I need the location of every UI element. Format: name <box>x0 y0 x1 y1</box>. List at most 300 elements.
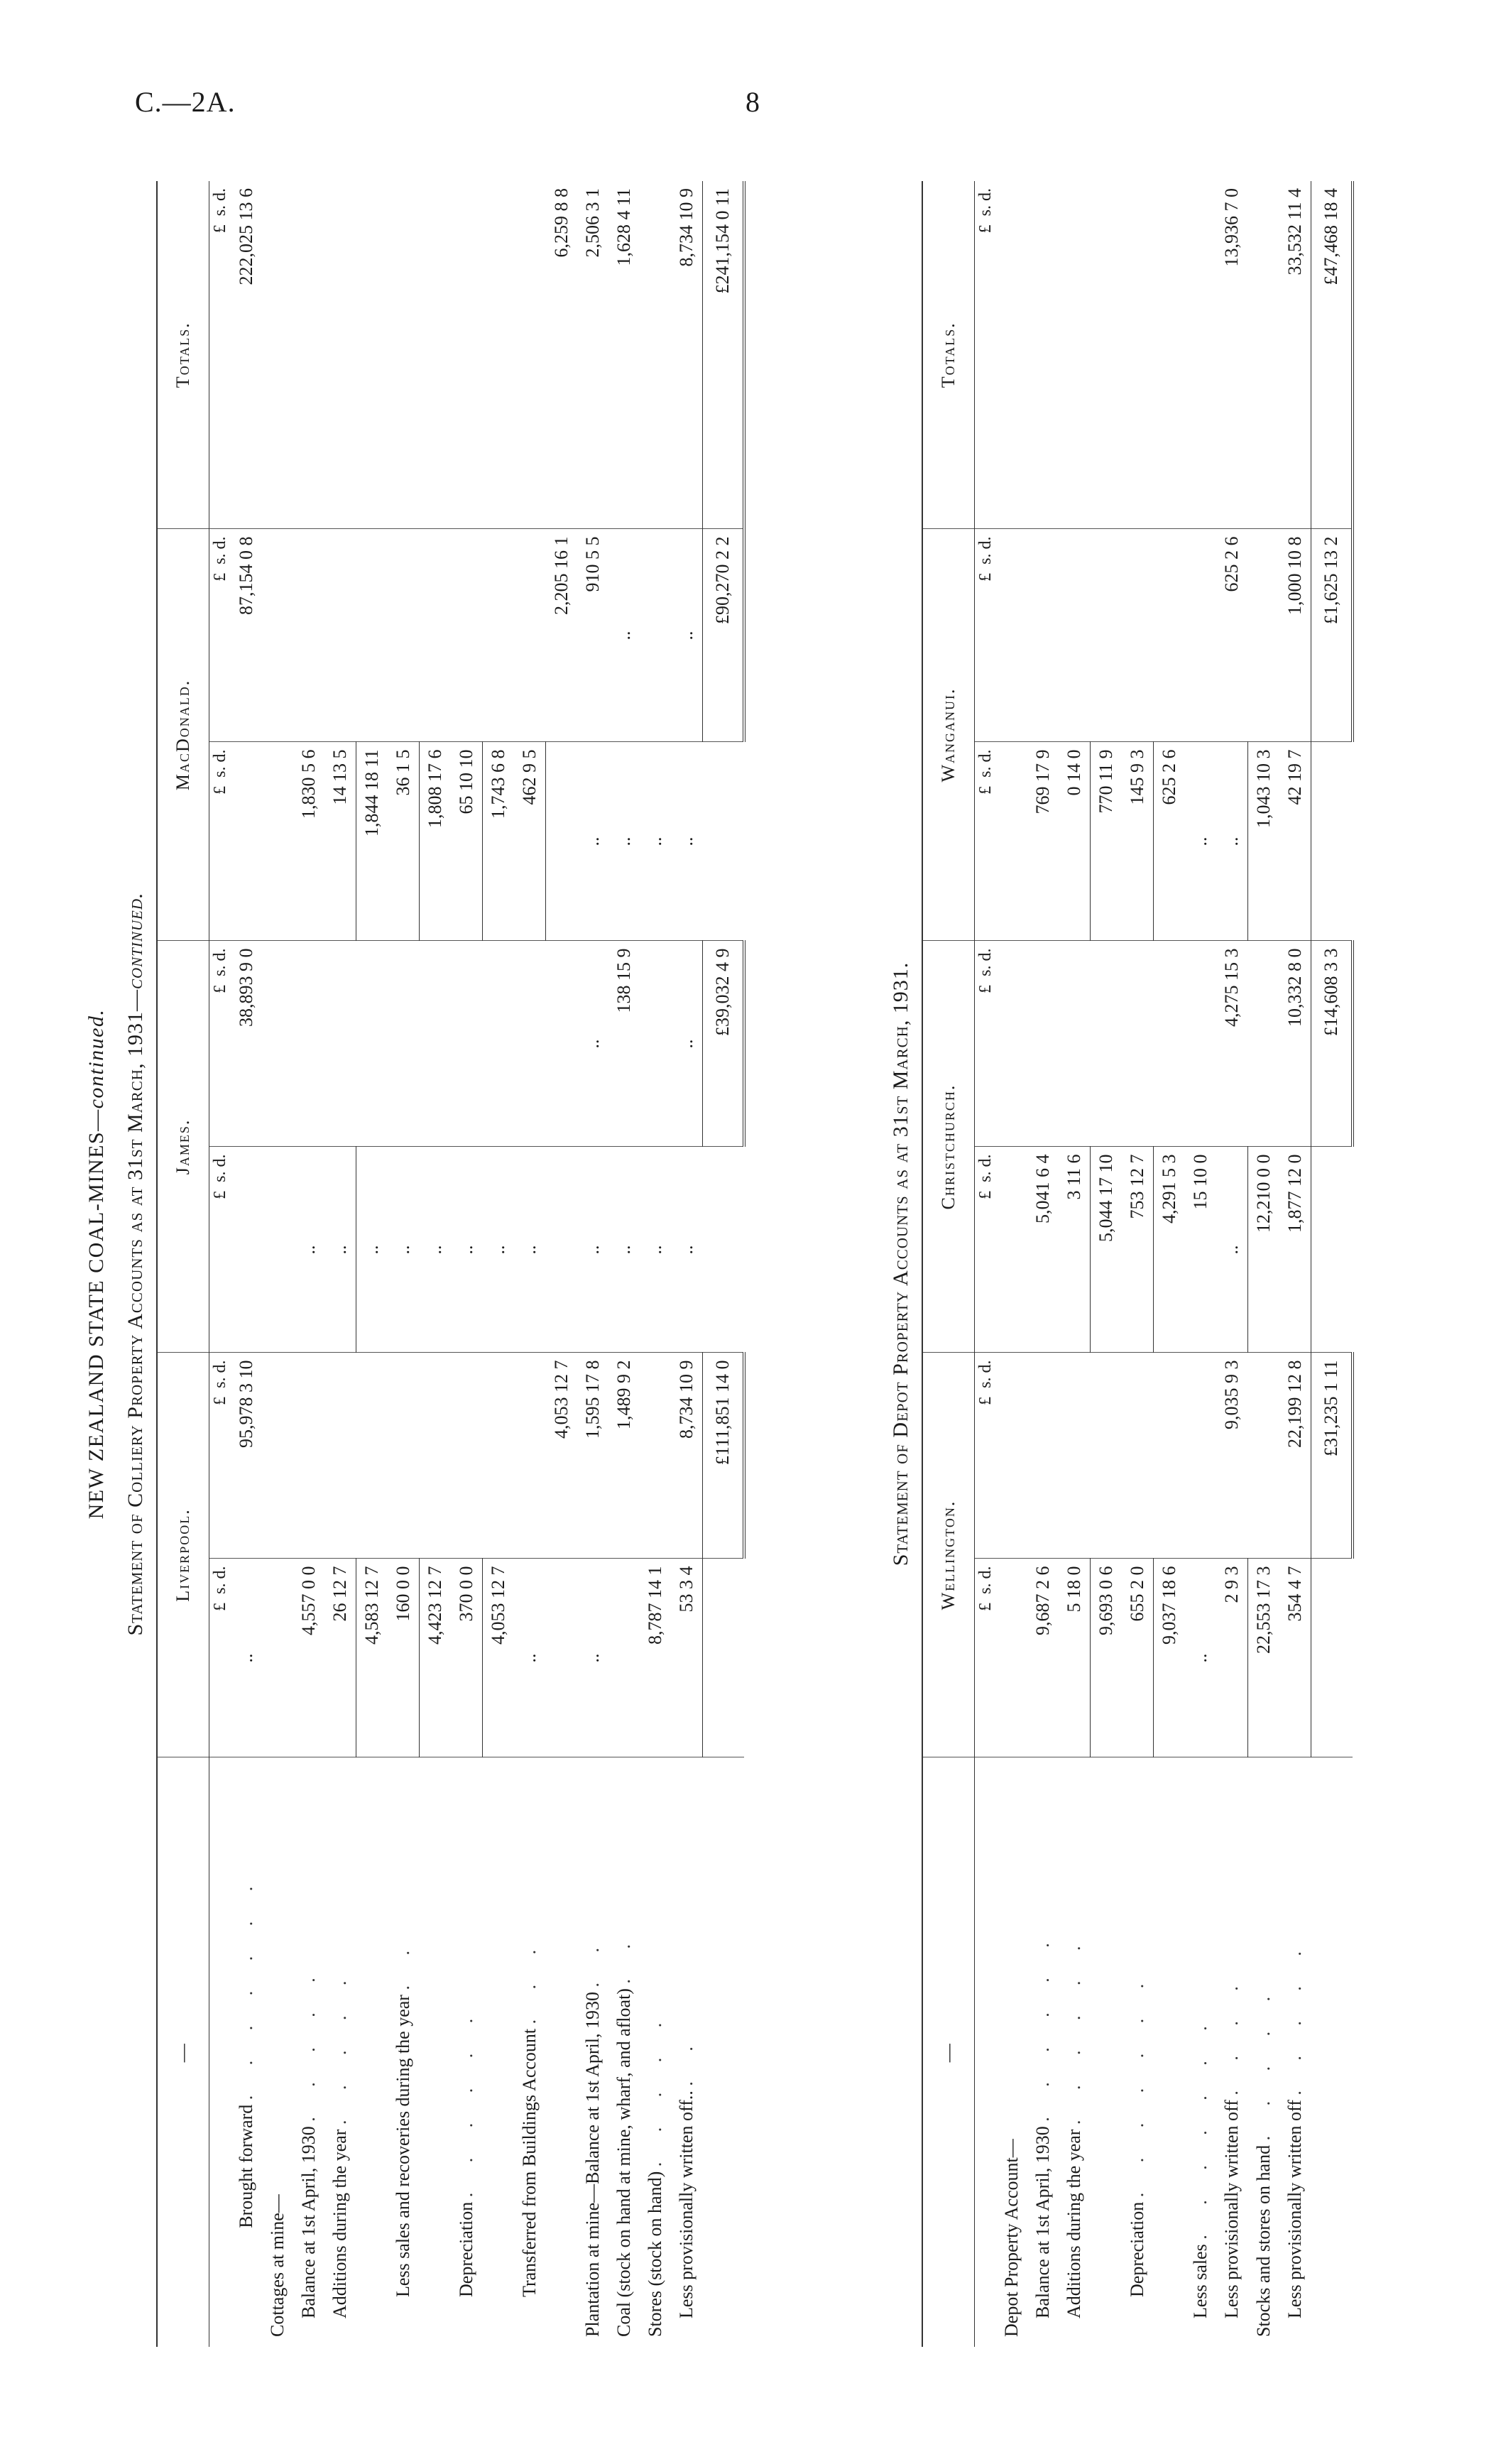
amount-cell: 9,037 18 6 <box>1154 1559 1186 1757</box>
leader-dots: . . . . . . <box>1032 1930 1053 2122</box>
amount-cell <box>483 529 515 742</box>
amount-cell: .. <box>640 742 671 941</box>
row-label-text: Transferred from Buildings Account <box>519 2028 540 2297</box>
amount-cell <box>356 1353 388 1559</box>
col-header-macdonald: MacDonald. <box>157 529 209 941</box>
row-label <box>420 1757 452 2347</box>
amount-cell <box>1185 529 1216 742</box>
table-row <box>388 181 420 2347</box>
amount-cell: 10,332 8 0 <box>1279 941 1311 1147</box>
amount-cell <box>1122 529 1154 742</box>
table-row <box>514 181 546 2347</box>
table-row <box>231 181 262 2347</box>
col-header-description: — <box>922 1757 975 2347</box>
amount-cell <box>996 181 1027 529</box>
depot-header-row <box>922 181 975 2347</box>
row-label-text: Stores (stock on hand) <box>645 2171 665 2337</box>
row-label <box>640 1757 671 2347</box>
amount-cell <box>1185 181 1216 529</box>
amount-cell <box>1027 529 1059 742</box>
amount-cell: £39,032 4 9 <box>703 941 745 1147</box>
table-row <box>324 181 356 2347</box>
units-row <box>975 181 997 2347</box>
amount-cell: .. <box>356 1147 388 1353</box>
amount-cell: 42 19 7 <box>1279 742 1311 941</box>
row-label-text: Balance at 1st April, 1930 <box>298 2126 319 2318</box>
amount-cell <box>514 529 546 742</box>
unit-label: £ s. d. <box>975 1559 997 1757</box>
amount-cell: 38,893 9 0 <box>231 941 262 1147</box>
amount-cell <box>1154 941 1186 1147</box>
amount-cell <box>1311 1559 1353 1757</box>
row-label-text: Depreciation <box>1127 2201 1148 2297</box>
amount-cell: 1,844 18 11 <box>356 742 388 941</box>
amount-cell: 160 0 0 <box>388 1559 420 1757</box>
col-header-totals: Totals. <box>922 181 975 529</box>
amount-cell <box>1059 1353 1091 1559</box>
amount-cell: 8,734 10 9 <box>671 1353 703 1559</box>
amount-cell <box>262 941 293 1147</box>
amount-cell: 15 10 0 <box>1185 1147 1216 1353</box>
amount-cell <box>1059 941 1091 1147</box>
amount-cell: 769 17 9 <box>1027 742 1059 941</box>
row-label-text: Additions during the year <box>1064 2129 1085 2318</box>
table-row <box>546 181 578 2347</box>
amount-cell <box>451 181 483 529</box>
colliery-property-section <box>78 181 856 2347</box>
row-label <box>1027 1757 1059 2347</box>
amount-cell: 354 4 7 <box>1279 1559 1311 1757</box>
amount-cell <box>420 941 452 1147</box>
row-label <box>546 1757 578 2347</box>
amount-cell <box>1154 529 1186 742</box>
amount-cell: £111,851 14 0 <box>703 1353 745 1559</box>
amount-cell <box>640 941 671 1147</box>
amount-cell: 3 11 6 <box>1059 1147 1091 1353</box>
table-row <box>1091 181 1123 2347</box>
amount-cell <box>231 742 262 941</box>
colliery-property-table <box>156 181 746 2347</box>
table-row <box>1311 181 1353 2347</box>
amount-cell <box>420 181 452 529</box>
amount-cell: 222,025 13 6 <box>231 181 262 529</box>
amount-cell: 22,553 17 3 <box>1248 1559 1280 1757</box>
amount-cell: 1,595 17 8 <box>577 1353 608 1559</box>
amount-cell <box>1091 529 1123 742</box>
amount-cell: 4,053 12 7 <box>483 1559 515 1757</box>
leader-dots: . . <box>393 1938 414 1990</box>
row-label <box>262 1757 293 2347</box>
leader-dots: . . . . . . <box>456 2005 477 2198</box>
amount-cell <box>640 181 671 529</box>
amount-cell <box>514 1353 546 1559</box>
amount-cell: .. <box>577 1147 608 1353</box>
amount-cell: .. <box>608 742 640 941</box>
table-row <box>671 181 703 2347</box>
amount-cell <box>1185 941 1216 1147</box>
amount-cell: 1,808 17 6 <box>420 742 452 941</box>
amount-cell <box>324 529 356 742</box>
amount-cell: 12,210 0 0 <box>1248 1147 1280 1353</box>
row-label-text: Depot Property Account— <box>1001 2139 1022 2337</box>
amount-cell <box>324 181 356 529</box>
amount-cell: 33,532 11 4 <box>1279 181 1311 529</box>
amount-cell <box>703 1147 745 1353</box>
amount-cell <box>1059 529 1091 742</box>
amount-cell <box>546 742 578 941</box>
table-row <box>996 181 1027 2347</box>
units-row <box>209 181 231 2347</box>
amount-cell: .. <box>388 1147 420 1353</box>
amount-cell <box>262 1559 293 1757</box>
leader-dots: . . . . . . . <box>1127 1970 1148 2198</box>
amount-cell <box>1311 1147 1353 1353</box>
row-label-text: Stocks and stores on hand <box>1252 2144 1274 2337</box>
amount-cell <box>262 1147 293 1353</box>
amount-cell: .. <box>608 1147 640 1353</box>
amount-cell <box>514 181 546 529</box>
amount-cell: 1,743 6 8 <box>483 742 515 941</box>
amount-cell: 770 11 9 <box>1091 742 1123 941</box>
table-row <box>640 181 671 2347</box>
amount-cell: 1,489 9 2 <box>608 1353 640 1559</box>
amount-cell: .. <box>577 941 608 1147</box>
amount-cell <box>608 1559 640 1757</box>
amount-cell: £47,468 18 4 <box>1311 181 1353 529</box>
row-label-text: Additions during the year <box>329 2129 351 2318</box>
row-label <box>451 1757 483 2347</box>
page-number: 8 <box>746 86 760 118</box>
leader-dots: . . . . . . . <box>1190 2013 1211 2240</box>
amount-cell: 4,557 0 0 <box>293 1559 324 1757</box>
amount-cell: .. <box>1185 1559 1216 1757</box>
amount-cell <box>483 181 515 529</box>
amount-cell: .. <box>293 1147 324 1353</box>
amount-cell <box>1154 1353 1186 1559</box>
row-label-text: Balance at 1st April, 1930 <box>1032 2126 1053 2318</box>
amount-cell: 1,830 5 6 <box>293 742 324 941</box>
amount-cell: .. <box>1185 742 1216 941</box>
row-label-text: Less provisionally written off <box>1221 2100 1242 2318</box>
amount-cell: 1,877 12 0 <box>1279 1147 1311 1353</box>
amount-cell <box>293 1353 324 1559</box>
table-row <box>1248 181 1280 2347</box>
amount-cell <box>262 181 293 529</box>
amount-cell: 1,628 4 11 <box>608 181 640 529</box>
amount-cell <box>1311 742 1353 941</box>
leader-dots: . . <box>582 1935 603 1988</box>
amount-cell <box>1027 941 1059 1147</box>
amount-cell: .. <box>640 1147 671 1353</box>
amount-cell: 145 9 3 <box>1122 742 1154 941</box>
amount-cell: 87,154 0 8 <box>231 529 262 742</box>
amount-cell: 8,787 14 1 <box>640 1559 671 1757</box>
amount-cell <box>1059 181 1091 529</box>
row-label <box>388 1757 420 2347</box>
amount-cell <box>1185 1353 1216 1559</box>
row-label <box>1091 1757 1123 2347</box>
amount-cell <box>703 742 745 941</box>
row-label <box>1311 1757 1353 2347</box>
amount-cell: 22,199 12 8 <box>1279 1353 1311 1559</box>
row-label <box>1059 1757 1091 2347</box>
col-header-wellington: Wellington. <box>922 1353 975 1757</box>
amount-cell: 9,687 2 6 <box>1027 1559 1059 1757</box>
amount-cell <box>231 1147 262 1353</box>
amount-cell <box>262 1353 293 1559</box>
amount-cell: .. <box>671 1147 703 1353</box>
depot-subtitle: Statement of Depot Property Accounts as at 31st March, 1931. <box>889 961 912 1566</box>
amount-cell: .. <box>577 1559 608 1757</box>
colliery-subtitle: Statement of Colliery Property Accounts as at 31st March, 1931—continued. <box>124 892 147 1636</box>
amount-cell <box>388 1353 420 1559</box>
amount-cell: 2,205 16 1 <box>546 529 578 742</box>
amount-cell <box>388 941 420 1147</box>
colliery-header-row <box>157 181 209 2347</box>
row-label <box>1279 1757 1311 2347</box>
table-row <box>262 181 293 2347</box>
row-label <box>1154 1757 1186 2347</box>
amount-cell: .. <box>1216 1147 1248 1353</box>
amount-cell <box>451 529 483 742</box>
amount-cell <box>1154 181 1186 529</box>
amount-cell: £90,270 2 2 <box>703 529 745 742</box>
row-label <box>671 1757 703 2347</box>
amount-cell <box>1122 1353 1154 1559</box>
amount-cell: 753 12 7 <box>1122 1147 1154 1353</box>
row-label <box>231 1757 262 2347</box>
table-row <box>420 181 452 2347</box>
amount-cell <box>996 742 1027 941</box>
amount-cell: 4,053 12 7 <box>546 1353 578 1559</box>
row-label-text: Less provisionally written off.. <box>676 2090 697 2318</box>
amount-cell: 462 9 5 <box>514 742 546 941</box>
amount-cell: .. <box>514 1559 546 1757</box>
amount-cell: .. <box>577 742 608 941</box>
row-label <box>324 1757 356 2347</box>
amount-cell: 53 3 4 <box>671 1559 703 1757</box>
amount-cell <box>1091 181 1123 529</box>
amount-cell: £31,235 1 11 <box>1311 1353 1353 1559</box>
table-row <box>1059 181 1091 2347</box>
row-label <box>1216 1757 1248 2347</box>
table-row <box>451 181 483 2347</box>
amount-cell <box>483 1353 515 1559</box>
amount-cell: 5,044 17 10 <box>1091 1147 1123 1353</box>
unit-label: £ s. d. <box>209 941 231 1147</box>
amount-cell: 4,583 12 7 <box>356 1559 388 1757</box>
amount-cell: 9,035 9 3 <box>1216 1353 1248 1559</box>
depot-property-section <box>880 181 1416 2347</box>
amount-cell: 26 12 7 <box>324 1559 356 1757</box>
depot-property-table <box>922 181 1354 2347</box>
table-row <box>1185 181 1216 2347</box>
amount-cell <box>262 529 293 742</box>
amount-cell <box>703 1559 745 1757</box>
table-row <box>1027 181 1059 2347</box>
table-row <box>356 181 388 2347</box>
page-reference: C.—2A. <box>135 86 236 118</box>
amount-cell: .. <box>1216 742 1248 941</box>
row-label <box>356 1757 388 2347</box>
amount-cell <box>356 181 388 529</box>
amount-cell: .. <box>451 1147 483 1353</box>
leader-dots: . . . . . <box>298 1965 319 2122</box>
amount-cell: 4,423 12 7 <box>420 1559 452 1757</box>
amount-cell <box>996 529 1027 742</box>
amount-cell: 5 18 0 <box>1059 1559 1091 1757</box>
amount-cell <box>546 941 578 1147</box>
unit-label: £ s. d. <box>975 1147 997 1353</box>
amount-cell <box>262 742 293 941</box>
row-label-text: Less provisionally written off <box>1284 2100 1306 2318</box>
unit-label: £ s. d. <box>209 529 231 742</box>
amount-cell <box>1248 181 1280 529</box>
amount-cell <box>640 1353 671 1559</box>
col-header-james: James. <box>157 941 209 1353</box>
col-header-wanganui: Wanganui. <box>922 529 975 941</box>
row-label-text: Brought forward <box>236 2104 256 2228</box>
amount-cell: 625 2 6 <box>1216 529 1248 742</box>
amount-cell: 4,275 15 3 <box>1216 941 1248 1147</box>
amount-cell <box>451 1353 483 1559</box>
row-label <box>996 1757 1027 2347</box>
amount-cell <box>640 529 671 742</box>
unit-label: £ s. d. <box>209 1353 231 1559</box>
amount-cell: 0 14 0 <box>1059 742 1091 941</box>
amount-cell: 1,043 10 3 <box>1248 742 1280 941</box>
table-row <box>1216 181 1248 2347</box>
leader-dots: . . <box>613 1931 634 1984</box>
amount-cell: 95,978 3 10 <box>231 1353 262 1559</box>
col-header-christchurch: Christchurch. <box>922 941 975 1353</box>
amount-cell: £1,625 13 2 <box>1311 529 1353 742</box>
row-label-text: Depreciation <box>456 2201 477 2297</box>
leader-dots: . . . . . . <box>1064 1933 1085 2125</box>
amount-cell <box>388 181 420 529</box>
row-label <box>703 1757 745 2347</box>
leader-dots: . . . . . <box>329 1968 351 2125</box>
amount-cell: 5,041 6 4 <box>1027 1147 1059 1353</box>
amount-cell <box>356 529 388 742</box>
unit-label: £ s. d. <box>209 181 231 529</box>
unit-label: £ s. d. <box>975 742 997 941</box>
amount-cell <box>1027 1353 1059 1559</box>
amount-cell: 138 15 9 <box>608 941 640 1147</box>
amount-cell: 65 10 10 <box>451 742 483 941</box>
amount-cell: .. <box>483 1147 515 1353</box>
leader-dots: . . . . . <box>1284 1939 1306 2095</box>
amount-cell: .. <box>671 529 703 742</box>
amount-cell <box>996 1559 1027 1757</box>
amount-cell <box>293 529 324 742</box>
amount-cell <box>451 941 483 1147</box>
amount-cell: .. <box>514 1147 546 1353</box>
amount-cell: 8,734 10 9 <box>671 181 703 529</box>
amount-cell <box>546 1147 578 1353</box>
amount-cell <box>483 941 515 1147</box>
amount-cell: 9,693 0 6 <box>1091 1559 1123 1757</box>
amount-cell: £241,154 0 11 <box>703 181 745 529</box>
amount-cell <box>1248 941 1280 1147</box>
leader-dots: . . <box>676 2034 697 2086</box>
unit-label: £ s. d. <box>975 941 997 1147</box>
amount-cell <box>293 181 324 529</box>
amount-cell <box>420 529 452 742</box>
amount-cell: 13,936 7 0 <box>1216 181 1248 529</box>
col-header-liverpool: Liverpool. <box>157 1353 209 1757</box>
amount-cell <box>420 1353 452 1559</box>
amount-cell: 625 2 6 <box>1154 742 1186 941</box>
row-label <box>514 1757 546 2347</box>
amount-cell <box>1248 529 1280 742</box>
amount-cell: 370 0 0 <box>451 1559 483 1757</box>
amount-cell: .. <box>671 941 703 1147</box>
amount-cell <box>1027 181 1059 529</box>
col-header-totals: Totals. <box>157 181 209 529</box>
col-header-description: — <box>157 1757 209 2347</box>
amount-cell: 2,506 3 1 <box>577 181 608 529</box>
leader-dots: . . . . . <box>1252 1983 1274 2141</box>
row-label <box>1248 1757 1280 2347</box>
table-row <box>608 181 640 2347</box>
row-label <box>608 1757 640 2347</box>
row-label <box>1185 1757 1216 2347</box>
row-label <box>483 1757 515 2347</box>
table-row <box>1154 181 1186 2347</box>
amount-cell: £14,608 3 3 <box>1311 941 1353 1147</box>
unit-label: £ s. d. <box>209 1147 231 1353</box>
amount-cell: .. <box>324 1147 356 1353</box>
unit-label: £ s. d. <box>975 181 997 529</box>
row-label <box>293 1757 324 2347</box>
amount-cell: 6,259 8 8 <box>546 181 578 529</box>
amount-cell <box>996 941 1027 1147</box>
table-row <box>1122 181 1154 2347</box>
row-label <box>1122 1757 1154 2347</box>
amount-cell <box>1091 1353 1123 1559</box>
amount-cell: .. <box>608 529 640 742</box>
amount-cell <box>996 1353 1027 1559</box>
amount-cell <box>546 1559 578 1757</box>
amount-cell: 655 2 0 <box>1122 1559 1154 1757</box>
amount-cell: .. <box>420 1147 452 1353</box>
amount-cell: 14 13 5 <box>324 742 356 941</box>
table-row <box>703 181 745 2347</box>
amount-cell: .. <box>671 742 703 941</box>
amount-cell: 36 1 5 <box>388 742 420 941</box>
amount-cell <box>514 941 546 1147</box>
row-label-text: Coal (stock on hand at mine, wharf, and afloat) <box>613 1988 634 2337</box>
amount-cell <box>1122 181 1154 529</box>
row-label-text: Plantation at mine—Balance at 1st April, 1930 <box>582 1992 603 2337</box>
row-label-text: Less sales <box>1190 2244 1211 2318</box>
leader-dots: . . . . . <box>645 2010 665 2167</box>
amount-cell <box>1091 941 1123 1147</box>
unit-label: £ s. d. <box>975 529 997 742</box>
row-label <box>577 1757 608 2347</box>
leader-dots: . . . . <box>1221 1973 1242 2095</box>
main-title: NEW ZEALAND STATE COAL-MINES—continued. <box>84 1008 108 1520</box>
unit-label: £ s. d. <box>975 1353 997 1559</box>
amount-cell: 4,291 5 3 <box>1154 1147 1186 1353</box>
amount-cell <box>356 941 388 1147</box>
amount-cell: 910 5 5 <box>577 529 608 742</box>
amount-cell: .. <box>231 1559 262 1757</box>
amount-cell <box>293 941 324 1147</box>
amount-cell <box>996 1147 1027 1353</box>
amount-cell <box>324 1353 356 1559</box>
